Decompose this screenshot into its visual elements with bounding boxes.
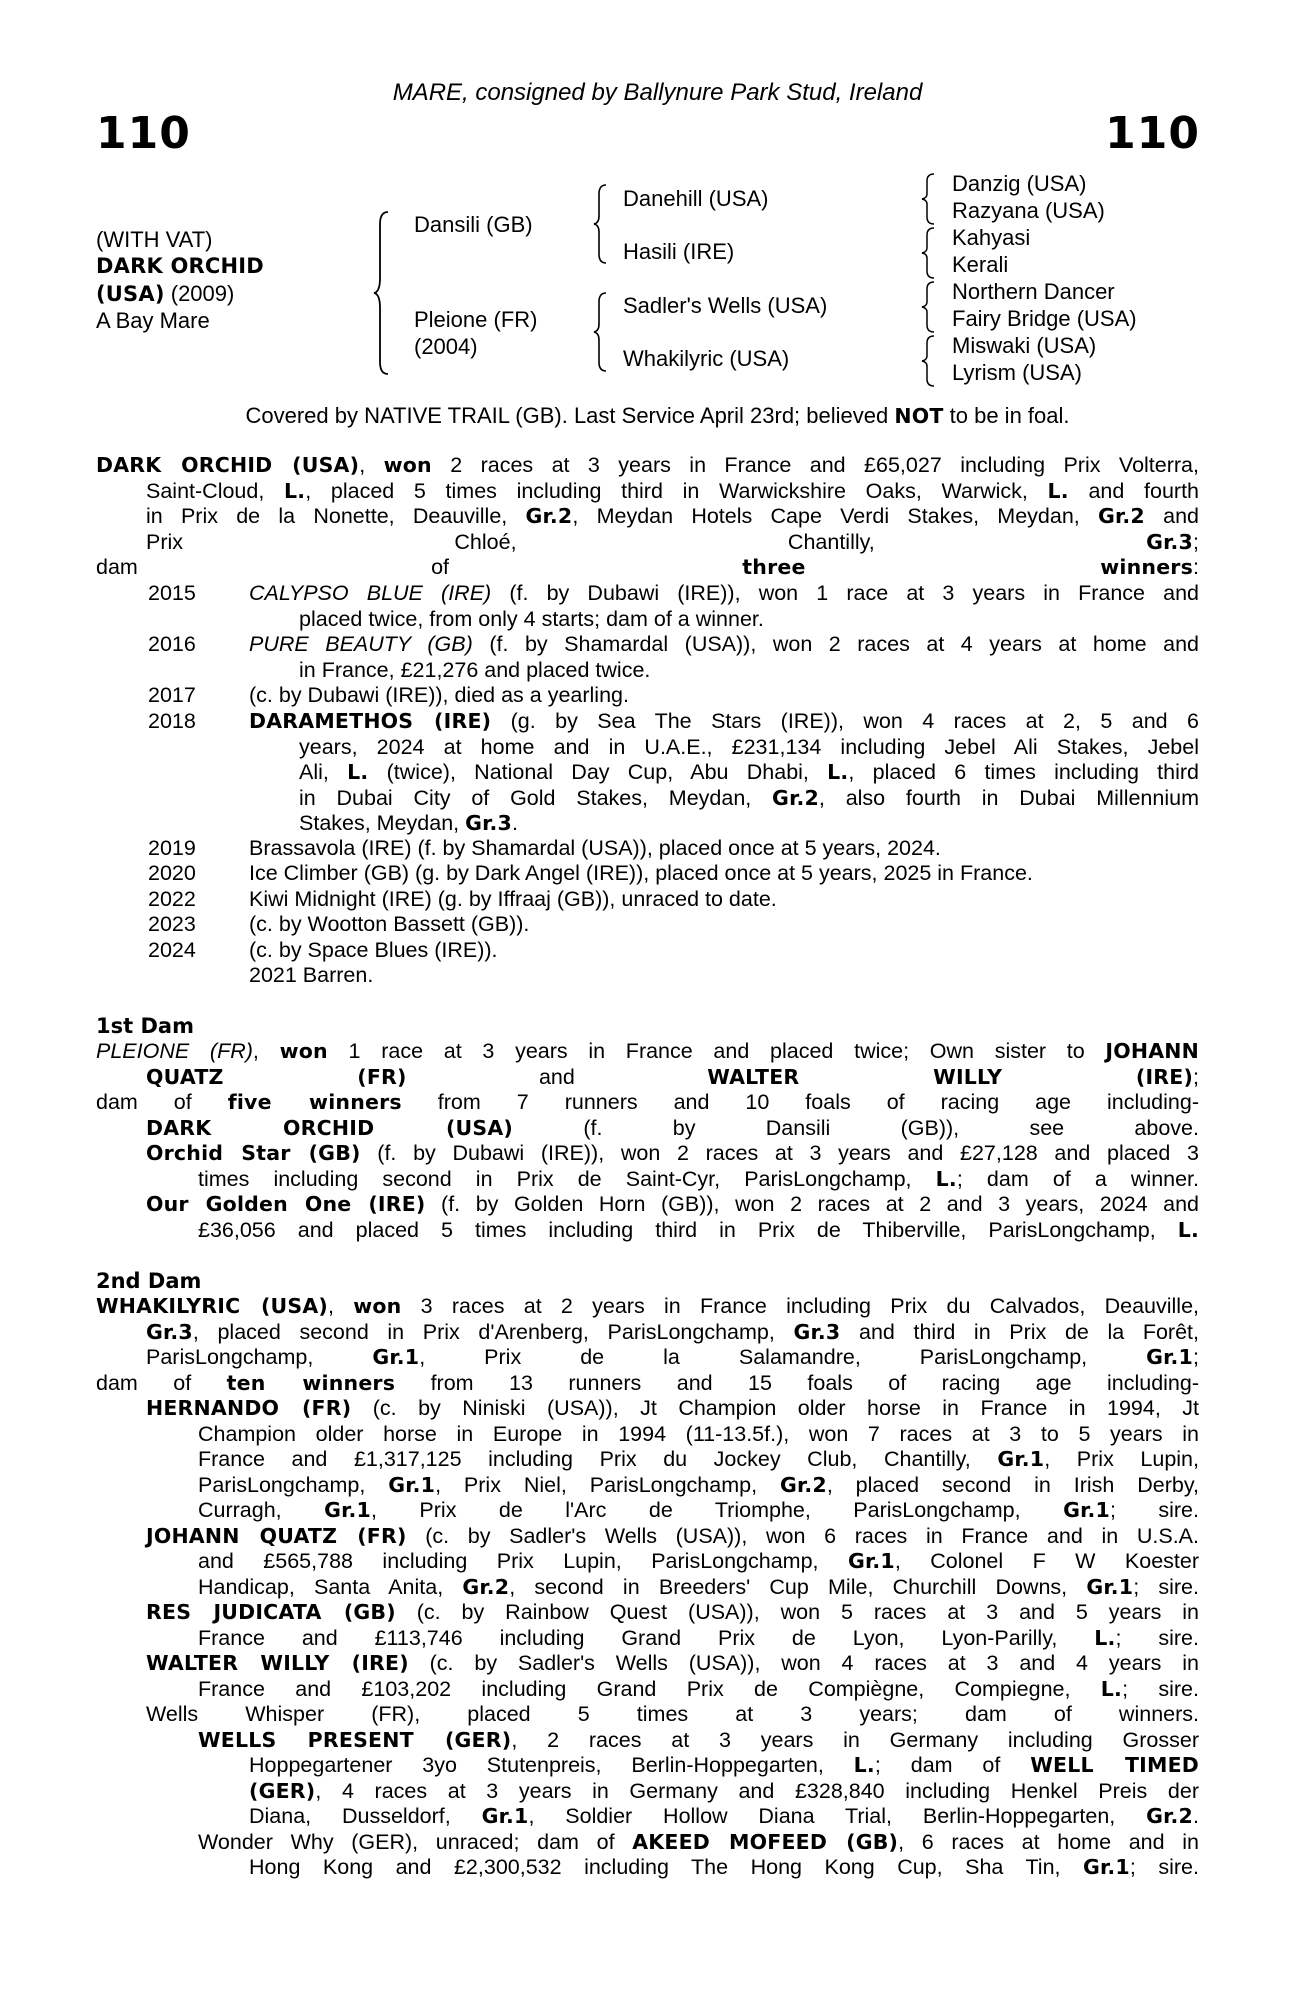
pedigree-dam-year: (2004): [414, 334, 478, 359]
covered-note: Covered by NATIVE TRAIL (GB). Last Service April 23rd; believed NOT to be in foal.: [245, 403, 1070, 428]
pedigree-sire-sire: Danehill (USA): [623, 186, 769, 211]
horse-name-year: (USA) (2009): [96, 281, 235, 306]
brace-dam: [592, 290, 610, 374]
brace-sire: [592, 182, 610, 266]
text-line: DARK ORCHID (USA), won 2 races at 3 years in France and £65,027 including Prix Volterra,: [96, 453, 1199, 477]
produce-entry: 2021 Barren.: [249, 963, 374, 987]
text-line: dam of three winners:: [96, 555, 1199, 579]
second-dam-record: WHAKILYRIC (USA), won 3 races at 2 years in France including Prix du Calvados, Deauville, Gr.3, placed second in Prix d'Arenberg, ParisLongchamp, Gr.3 and third in Prix de la Forêt, ParisLongchamp, Gr.1, Prix de la Salamandre, ParisLongchamp, Gr.1; dam of ten winners from 13 runners and 15 foals of racing age including- HERNANDO (FR) (c. by Niniski (USA)), Jt Champion older horse in France in 1994, Jt Champion older horse in Europe in 1994 (11-13.5f.), won 7 races at 3 to 5 years in France and £1,317,125 including Prix du Jockey Club, Chantilly, Gr.1, Prix Lupin, ParisLongchamp, Gr.1, Prix Niel, ParisLongchamp, Gr.2, placed second in Irish Derby, Curragh, Gr.1, Prix de l'Arc de Triomphe, ParisLongchamp, Gr.1; sire. JOHANN QUATZ (FR) (c. by Sadler's Wells (USA)), won 6 races in France and in U.S.A. and £565,788 including Prix Lupin, ParisLongchamp, Gr.1, Colonel F W Koester Handicap, Santa Anita, Gr.2, second in Breeders' Cup Mile, Churchill Downs, Gr.1; sire. RES JUDICATA (GB) (c. by Rainbow Quest (USA)), won 5 races at 3 and 5 years in France and £113,746 including Grand Prix de Lyon, Lyon-Parilly, L.; sire. WALTER WILLY (IRE) (c. by Sadler's Wells (USA)), won 4 races at 3 and 4 years in France and £103,202 including Grand Prix de Compiègne, Compiegne, L.; sire. Wells Whisper (FR), placed 5 times at 3 years; dam of winners. WELLS PRESENT (GER), 2 races at 3 years in Germany including Grosser Hoppegartener 3yo Stutenpreis, Berlin-Hoppegarten, L.; dam of WELL TIMED (GER), 4 races at 3 years in Germany and £328,840 including Henkel Preis der Diana, Dusseldorf, Gr.1, Soldier Hollow Diana Trial, Berlin-Hoppegarten, Gr.2. Wonder Why (GER), unraced; dam of AKEED MOFEED (GB), 6 races at home and in Hong Kong and £2,300,532 including The Hong Kong Cup, Sha Tin, Gr.1; sire.: [96, 1294, 1200, 1879]
section-heading-first-dam: 1st Dam: [96, 1014, 194, 1038]
pedigree-dam-dam: Whakilyric (USA): [623, 346, 790, 371]
first-dam-record: PLEIONE (FR), won 1 race at 3 years in France and placed twice; Own sister to JOHANN QUATZ (FR) and WALTER WILLY (IRE); dam of five winners from 7 runners and 10 foals of racing age including- DARK ORCHID (USA) (f. by Dansili (GB)), see above. Orchid Star (GB) (f. by Dubawi (IRE)), won 2 races at 3 years and £27,128 and placed 3 times including second in Prix de Saint-Cyr, ParisLongchamp, L.; dam of a winner. Our Golden One (IRE) (f. by Golden Horn (GB)), won 2 races at 2 and 3 years, 2024 and £36,056 and placed 5 times including third in Prix de Thiberville, ParisLongchamp, L.: [96, 1039, 1200, 1242]
lot-number-left: 110: [96, 108, 191, 159]
pedigree-dam: Pleione (FR): [414, 307, 538, 332]
section-heading-second-dam: 2nd Dam: [96, 1269, 202, 1293]
horse-description: A Bay Mare: [96, 308, 210, 333]
produce-entry: (c. by Dubawi (IRE)), died as a yearling.: [249, 683, 629, 707]
horse-name: DARK ORCHID: [96, 254, 264, 278]
produce-entry: Kiwi Midnight (IRE) (g. by Iffraaj (GB)), unraced to date.: [249, 887, 777, 911]
year: 2018: [148, 709, 196, 733]
year: 2017: [148, 683, 196, 707]
year: 2022: [148, 887, 196, 911]
text-line: Saint-Cloud, L., placed 5 times including third in Warwickshire Oaks, Warwick, L. and fourth: [146, 478, 1199, 503]
pedigree-dds: Miswaki (USA): [952, 333, 1097, 358]
produce-entry: DARAMETHOS (IRE) (g. by Sea The Stars (IRE)), won 4 races at 2, 5 and 6 years, 2024 at home and in U.A.E., £231,134 including Jebel Ali Stakes, Jebel Ali, L. (twice), National Day Cup, Abu Dhabi, L., placed 6 times including third in Dubai City of Gold Stakes, Meydan, Gr.2, also fourth in Dubai Millennium Stakes, Meydan, Gr.3.: [249, 709, 1200, 835]
produce-entry: Ice Climber (GB) (g. by Dark Angel (IRE)), placed once at 5 years, 2025 in France.: [249, 861, 1033, 885]
pedigree-dss: Northern Dancer: [952, 279, 1115, 304]
pedigree-sss: Danzig (USA): [952, 171, 1087, 196]
pedigree-sds: Kahyasi: [952, 225, 1031, 250]
pedigree-dam-sire: Sadler's Wells (USA): [623, 293, 828, 318]
horse-vat: (WITH VAT): [96, 227, 213, 252]
pedigree-dsd: Fairy Bridge (USA): [952, 306, 1137, 331]
year: 2016: [148, 632, 196, 656]
produce-entry: CALYPSO BLUE (IRE) (f. by Dubawi (IRE)), won 1 race at 3 years in France and placed twice, from only 4 starts; dam of a winner.: [249, 581, 1199, 631]
year: 2015: [148, 581, 196, 605]
produce-entry: (c. by Space Blues (IRE)).: [249, 938, 498, 962]
lot-number-right: 110: [1105, 108, 1200, 159]
pedigree-ssd: Razyana (USA): [952, 198, 1105, 223]
consignor-header: MARE, consigned by Ballynure Park Stud, Ireland: [392, 79, 923, 106]
produce-entry: Brassavola (IRE) (f. by Shamardal (USA)), placed once at 5 years, 2024.: [249, 836, 941, 860]
produce-entry: PURE BEAUTY (GB) (f. by Shamardal (USA)), won 2 races at 4 years at home and in France, £21,276 and placed twice.: [249, 632, 1199, 682]
horse-race-record: [96, 453, 1199, 581]
year: 2020: [148, 861, 196, 885]
brace-main: [372, 208, 392, 378]
pedigree-sdd: Kerali: [952, 252, 1009, 277]
produce-entry: (c. by Wootton Bassett (GB)).: [249, 912, 530, 936]
year: 2023: [148, 912, 196, 936]
year: 2019: [148, 836, 196, 860]
pedigree-ddd: Lyrism (USA): [952, 360, 1082, 385]
year: 2024: [148, 938, 196, 962]
text-line: in Prix de la Nonette, Deauville, Gr.2, Meydan Hotels Cape Verdi Stakes, Meydan, Gr.2 and: [146, 504, 1199, 528]
pedigree-sire: Dansili (GB): [414, 212, 533, 237]
text-line: Prix Chloé, Chantilly, Gr.3;: [146, 529, 1199, 554]
pedigree-sire-dam: Hasili (IRE): [623, 239, 735, 264]
